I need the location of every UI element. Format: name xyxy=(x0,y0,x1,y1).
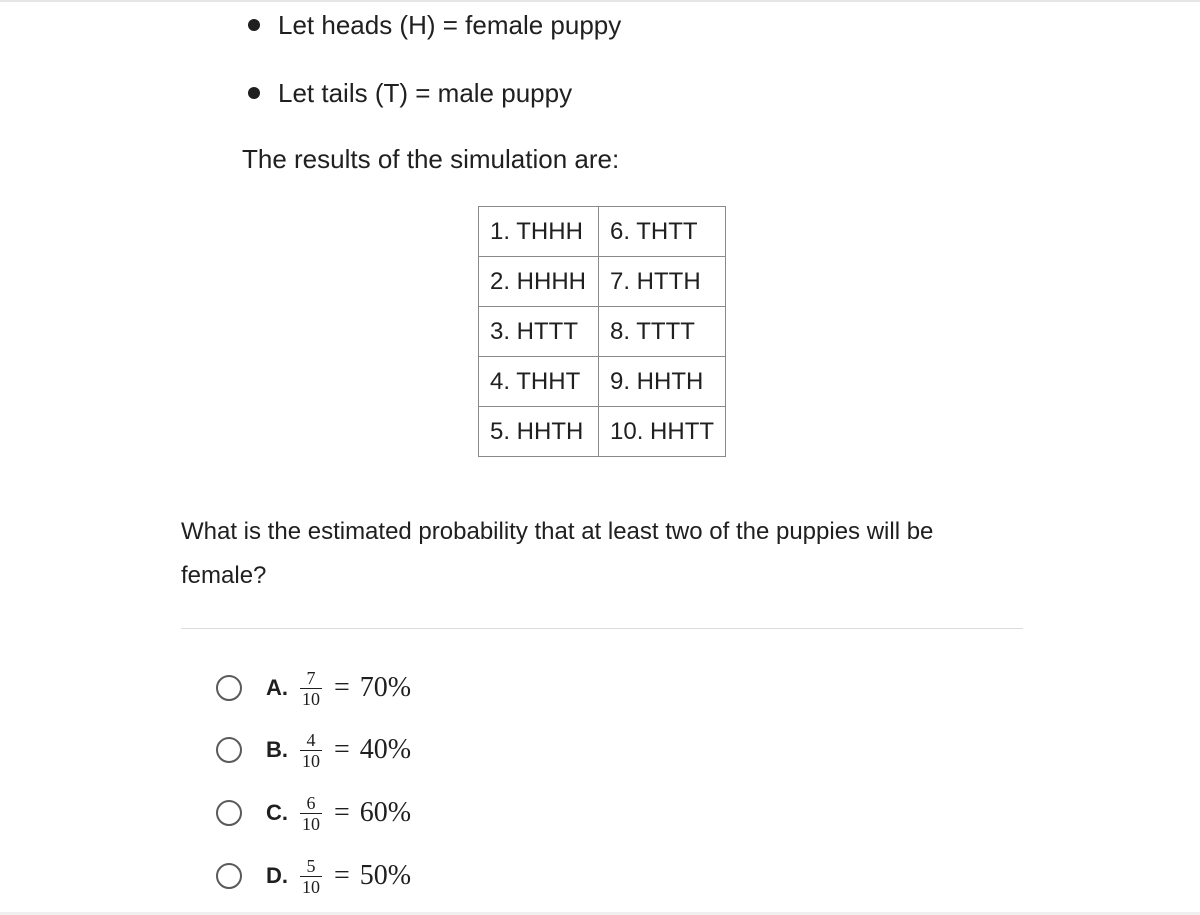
fraction-denominator: 10 xyxy=(302,688,320,709)
definition-heads-text: Let heads (H) = female puppy xyxy=(278,10,622,40)
table-cell: 5. HHTH xyxy=(479,407,599,457)
table-cell: 7. HTTH xyxy=(599,257,726,307)
table-cell: 6. THTT xyxy=(599,207,726,257)
fraction-numerator: 5 xyxy=(306,855,316,876)
bullet-dot-icon xyxy=(248,87,260,99)
results-intro: The results of the simulation are: xyxy=(242,144,620,174)
option-fraction xyxy=(300,669,322,708)
fraction-numerator: 4 xyxy=(306,729,316,750)
table-row xyxy=(479,357,726,407)
table-cell: 2. HHHH xyxy=(479,257,599,307)
question-text: What is the estimated probability that at least two of the puppies will be female? xyxy=(181,518,934,589)
simulation-results-table xyxy=(478,206,726,457)
option-percent: 40% xyxy=(359,734,412,765)
table-cell: 1. THHH xyxy=(479,207,599,257)
fraction-numerator: 6 xyxy=(306,792,316,813)
table-cell: 4. THHT xyxy=(479,357,599,407)
table-row xyxy=(479,307,726,357)
radio-button-c[interactable] xyxy=(216,800,242,826)
option-percent: 60% xyxy=(359,797,412,828)
option-percent: 50% xyxy=(359,860,412,891)
option-letter: D. xyxy=(266,863,288,888)
table-cell: 9. HHTH xyxy=(599,357,726,407)
top-divider xyxy=(0,0,1200,2)
option-percent: 70% xyxy=(359,672,412,703)
equals-sign: = xyxy=(334,797,350,828)
option-fraction xyxy=(300,731,322,770)
option-letter: B. xyxy=(266,737,288,762)
radio-button-a[interactable] xyxy=(216,675,242,701)
definition-tails-text: Let tails (T) = male puppy xyxy=(278,78,573,108)
definition-heads xyxy=(248,10,621,40)
fraction-denominator: 10 xyxy=(302,750,320,771)
equals-sign: = xyxy=(334,734,350,765)
option-letter: C. xyxy=(266,800,288,825)
definition-tails xyxy=(248,78,572,108)
table-cell: 3. HTTT xyxy=(479,307,599,357)
table-row xyxy=(479,257,726,307)
radio-button-d[interactable] xyxy=(216,863,242,889)
option-fraction xyxy=(300,794,322,833)
table-row xyxy=(479,207,726,257)
table-cell: 10. HHTT xyxy=(599,407,726,457)
answer-option-a[interactable] xyxy=(216,668,411,708)
equals-sign: = xyxy=(334,860,350,891)
fraction-numerator: 7 xyxy=(306,667,316,688)
equals-sign: = xyxy=(334,672,350,703)
radio-button-b[interactable] xyxy=(216,737,242,763)
table-row xyxy=(479,407,726,457)
fraction-denominator: 10 xyxy=(302,813,320,834)
option-letter: A. xyxy=(266,675,288,700)
question-divider xyxy=(181,628,1023,629)
bullet-dot-icon xyxy=(248,19,260,31)
answer-option-c[interactable] xyxy=(216,793,411,833)
table-cell: 8. TTTT xyxy=(599,307,726,357)
fraction-denominator: 10 xyxy=(302,876,320,897)
answer-option-d[interactable] xyxy=(216,856,411,896)
answer-option-b[interactable] xyxy=(216,730,411,770)
option-fraction xyxy=(300,857,322,896)
